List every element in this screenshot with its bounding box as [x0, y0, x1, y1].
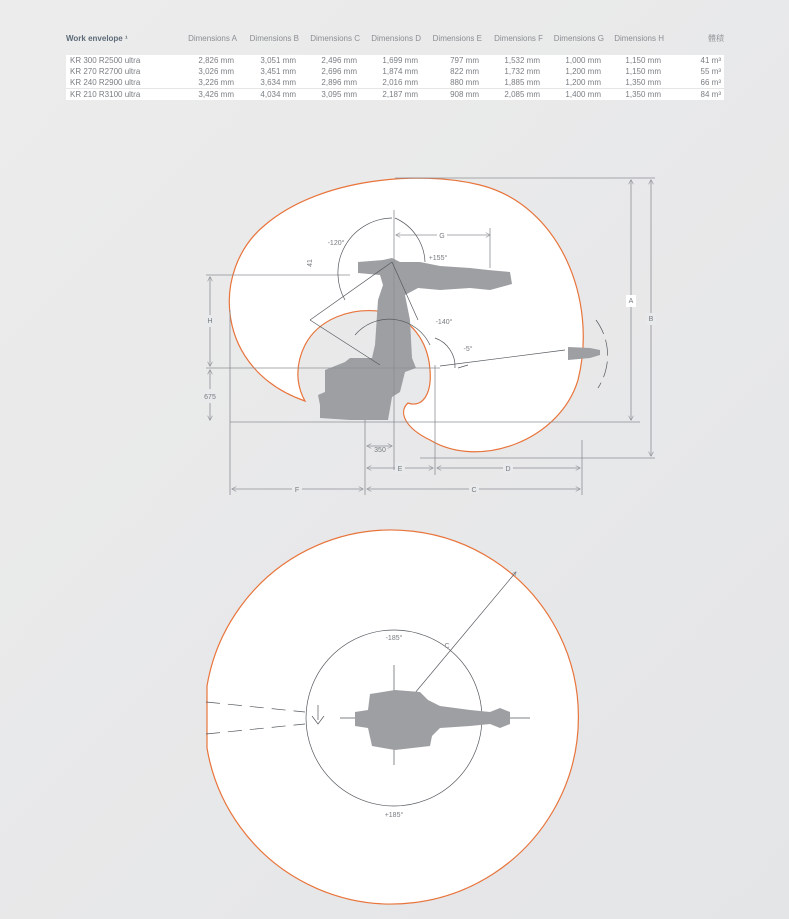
label-b: B — [648, 316, 654, 323]
column-header: Dimensions F — [494, 33, 543, 43]
top-view-diagram — [206, 530, 578, 904]
dimension-b-cell: 3,451 mm — [237, 66, 299, 77]
label-41: 41 — [307, 259, 314, 267]
dimension-a-cell: 3,426 mm — [176, 89, 237, 101]
volume-cell: 41 m³ — [664, 55, 724, 66]
label-350: 350 — [374, 447, 386, 454]
dimension-c-cell: 2,896 mm — [299, 77, 360, 89]
dimension-f-cell: 2,085 mm — [482, 89, 543, 101]
column-header: Dimensions B — [249, 33, 299, 43]
dimension-h-cell: 1,150 mm — [604, 66, 664, 77]
model-cell: KR 240 R2900 ultra — [66, 77, 176, 89]
side-view-diagram — [203, 178, 656, 495]
dimension-h-cell: 1,350 mm — [604, 89, 664, 101]
label-f: F — [294, 487, 300, 494]
model-cell: KR 270 R2700 ultra — [66, 66, 176, 77]
column-header: Dimensions D — [371, 33, 421, 43]
column-header: Work envelope ¹ — [66, 33, 128, 43]
dimension-a-cell: 2,826 mm — [176, 55, 237, 66]
dimension-d-cell: 1,874 mm — [360, 66, 421, 77]
dimension-d-cell: 2,016 mm — [360, 77, 421, 89]
label-radius-c: C — [444, 643, 450, 650]
label-g: G — [439, 233, 445, 240]
label-a: A — [628, 298, 634, 305]
dimension-b-cell: 4,034 mm — [237, 89, 299, 101]
model-cell: KR 300 R2500 ultra — [66, 55, 176, 66]
model-cell: KR 210 R3100 ultra — [66, 89, 176, 101]
label-h: H — [207, 318, 213, 325]
dimension-c-cell: 2,496 mm — [299, 55, 360, 66]
dimension-g-cell: 1,000 mm — [543, 55, 604, 66]
dimension-g-cell: 1,400 mm — [543, 89, 604, 101]
column-header: Dimensions G — [553, 33, 604, 43]
dimension-a-cell: 3,026 mm — [176, 66, 237, 77]
label-plus155: +155° — [428, 255, 448, 262]
label-minus5: -5° — [463, 346, 473, 353]
dimension-b-cell: 3,051 mm — [237, 55, 299, 66]
dimension-f-cell: 1,532 mm — [482, 55, 543, 66]
dimension-e-cell: 908 mm — [421, 89, 482, 101]
dimension-e-cell: 880 mm — [421, 77, 482, 89]
dimension-f-cell: 1,732 mm — [482, 66, 543, 77]
dimension-d-cell: 1,699 mm — [360, 55, 421, 66]
dimension-d-cell: 2,187 mm — [360, 89, 421, 101]
dimension-b-cell: 3,634 mm — [237, 77, 299, 89]
label-d: D — [505, 466, 511, 473]
label-e: E — [397, 466, 403, 473]
column-header: Dimensions H — [614, 33, 664, 43]
label-675: 675 — [204, 394, 216, 401]
column-header: Dimensions E — [432, 33, 482, 43]
dimension-e-cell: 822 mm — [421, 66, 482, 77]
dimension-a-cell: 3,226 mm — [176, 77, 237, 89]
label-minus185: -185° — [385, 635, 403, 642]
dimension-f-cell: 1,885 mm — [482, 77, 543, 89]
dimension-h-cell: 1,150 mm — [604, 55, 664, 66]
dimension-h-cell: 1,350 mm — [604, 77, 664, 89]
label-minus120: -120° — [327, 240, 345, 247]
dimension-g-cell: 1,200 mm — [543, 77, 604, 89]
arm-limit-line-3 — [310, 320, 380, 365]
column-header: Dimensions C — [310, 33, 360, 43]
label-c: C — [471, 487, 477, 494]
dimension-c-cell: 2,696 mm — [299, 66, 360, 77]
dimension-g-cell: 1,200 mm — [543, 66, 604, 77]
robot-side-wrist — [568, 347, 600, 360]
volume-cell: 55 m³ — [664, 66, 724, 77]
volume-cell: 84 m³ — [664, 89, 724, 101]
dimension-e-cell: 797 mm — [421, 55, 482, 66]
volume-cell: 66 m³ — [664, 77, 724, 89]
label-minus140: -140° — [435, 319, 453, 326]
label-plus185: +185° — [384, 812, 404, 819]
column-header: 體積 — [708, 33, 724, 43]
dimension-c-cell: 3,095 mm — [299, 89, 360, 101]
column-header: Dimensions A — [188, 33, 237, 43]
